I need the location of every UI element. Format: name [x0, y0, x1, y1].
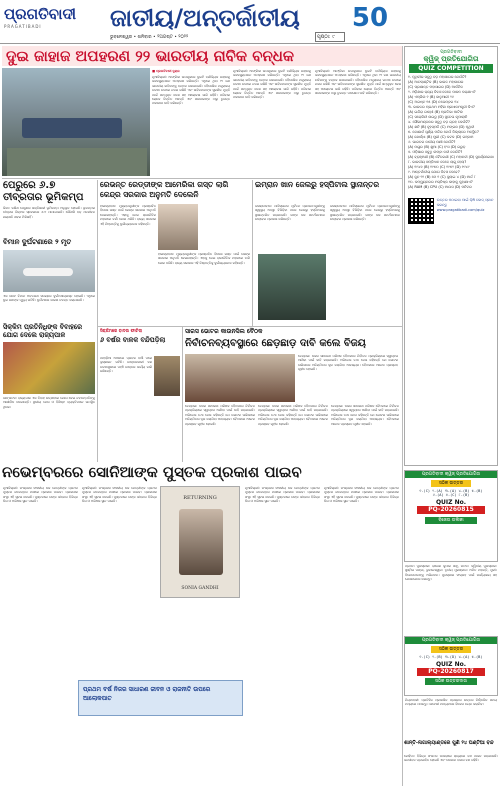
winners-text: ପ୍ରଥମ ପୁରସ୍କାର: ରାଜେଶ କୁମାର ସାହୁ, କଟକ। ଦ୍ୱିତୀୟ ପୁରସ୍କାର: ସୁସ୍ମିତା ପଣ୍ଡା, ଭୁବନେଶ୍ୱର। ତୃତୀୟ ପୁରସ୍କାର: ଅମିତ ମହାନ୍ତି, ପୁରୀ। ବିଜେତାମାନଙ୍କୁ ଅଭିନନ୍ଦନ। ପୁରସ୍କାର ସଂଗ୍ରହ ପାଇଁ କାର୍ଯ୍ୟାଳୟ ସହ ଯୋଗାଯୋଗ କରନ୍ତୁ।: [405, 564, 497, 582]
lead-body-col3: ନୂଆଦିଲ୍ଲୀ: ଆଫ୍ରିକା ଉପକୂଳରେ ଦୁଇଟି ବାଣିଜ୍ୟିକ ଜାହାଜକୁ ଜଳଦସ୍ୟୁମାନେ ଅପହରଣ କରିଛନ୍ତି। ଏଥିରେ ଥିବା ୨୨ ଜଣ ଭାରତୀୟ ନାବିକଙ୍କୁ ବନ୍ଧକ ରଖାଯାଇଛି। ବୈଦେଶିକ ମନ୍ତ୍ରାଳୟ ଘଟଣା ଉପରେ ନଜର ରଖିଛି ଏବଂ ନାବିକମାନଙ୍କ ସୁରକ୍ଷିତ ମୁକ୍ତି ପାଇଁ ସମ୍ପୃକ୍ତ ଦେଶ ସହ ଆଲୋଚନା ଜାରି ରହିଛି। ପରିବାର ଲୋକେ ଚିନ୍ତିତ ଅଛନ୍ତି ଏବଂ ସରକାରଙ୍କ ଠାରୁ ତୁରନ୍ତ ପଦକ୍ଷେପ ଦାବି କରିଛନ୍ତି।: [315, 69, 401, 96]
brand-logo: [4, 4, 94, 32]
book-title: RETURNING: [183, 495, 217, 501]
date-line: ଭୁବନେଶ୍ୱର • ଶନିବାର • ୨ଅଗଷ୍ଟ • ୨୦୨୨: [110, 35, 189, 40]
anniversary-number: 50: [351, 3, 389, 33]
peru-body: ଲିମା: ଦକ୍ଷିଣ ପେରୁରେ ଶକ୍ତିଶାଳୀ ଭୂମିକମ୍ପ ଅନୁଭୂତ ହୋଇଛି। ଭୂକମ୍ପର ତୀବ୍ରତା ରିକ୍ଟର ସ୍କେଲରେ ୬.୭ ମାପାଯାଇଛି। କୌଣସି ବଡ଼ ଧନଜୀବନ କ୍ଷୟକ୍ଷତି ଖବର ମିଳିନାହିଁ।: [3, 206, 95, 219]
section-title: ଜାତୀୟ/ଅନ୍ତର୍ଜାତୀୟ: [110, 4, 300, 32]
quiz-title-odia: କ୍ୱିଜ୍ ପ୍ରତିଯୋଗିତା: [423, 55, 479, 63]
sikkim-body: ଗାଙ୍ଗଟକ: ରାଜ୍ୟପାଳ ଏକ ବିବାହ ଉତ୍ସବରେ ଯୋଗ ଦେଇ ନବଦମ୍ପତିଙ୍କୁ ଆଶୀର୍ବାଦ ଦେଇଛନ୍ତି। ସ୍ଥାନୀୟ ନେତା ଓ ବିଶିଷ୍ଟ ବ୍ୟକ୍ତିମାନେ ଉପସ୍ଥିତ ଥିଲେ।: [3, 396, 95, 409]
masthead: [0, 0, 500, 44]
answer-key-1-number: PQ-20260815: [417, 506, 485, 514]
election-body-col4: ଚେନ୍ନାଇ: ଦଳର ସାଧାରଣ ପରିଷଦ ବୈଠକରେ ନିର୍ବାଚନ ପ୍ରକ୍ରିୟାରେ ସ୍ୱଚ୍ଛତା ଆଣିବା ପାଇଁ ଦାବି କରାଯାଇଛି। ଅଭିନେତା ତଥା ନେତା କହିଛନ୍ତି ଯେ ଭୋଟର ତାଲିକାରେ ଅନିୟମିତତା ଦୂର କରାଯିବା ଆବଶ୍ୟକ। ବୈଠକରେ ଅନେକ ପ୍ରସ୍ତାବ ଗୃହୀତ ହୋଇଛି।: [331, 404, 399, 426]
book-author: SONIA GANDHI: [181, 586, 219, 591]
brand-name: ପ୍ରଗତିବାଦୀ: [4, 5, 77, 23]
quiz-title-en: QUIZ COMPETITION: [409, 64, 493, 73]
winners-label: ବିଜେତା ତାଲିକା: [425, 517, 477, 524]
quiz-option: (C) ଅଗଷ୍ଟ ୧୫ (D) ନଭେମ୍ବର ୧୪: [408, 100, 459, 104]
imran-body-col1: ଇସଲାମାବାଦ: ପାକିସ୍ତାନର ପୂର୍ବତନ ପ୍ରଧାନମନ୍ତ୍ରୀଙ୍କୁ ସ୍ୱାସ୍ଥ୍ୟ ଅବସ୍ଥା ବିଗିଡ଼ିବା ପରେ ଜେଲରୁ ହସ୍ପିଟାଲକୁ ସ୍ଥାନାନ୍ତରିତ କରାଯାଇଛି। ତାଙ୍କ ଦଳ ସମର୍ଥକମାନେ ଉଦ୍‌ବେଗ ପ୍ରକାଶ କରିଛନ୍ତି।: [255, 204, 325, 222]
quiz-question: ୧. ପୃଥିବୀର ସବୁଠୁ ବଡ଼ ମହାସାଗର କେଉଁଟି?: [408, 75, 467, 79]
sonia-body-col3: ନୂଆଦିଲ୍ଲୀ: କଂଗ୍ରେସ ସଂସଦୀୟ ଦଳ ନେତ୍ରୀଙ୍କ ପ୍ରଥମ ପୁସ୍ତକ ନଭେମ୍ବର ମାସରେ ପ୍ରକାଶ ପାଇବ। ପ୍ରକାଶକ ସଂସ୍ଥା ଏହି ସୂଚନା ଦେଇଛି। ପୁସ୍ତକରେ ତାଙ୍କ ଜୀବନର ବିଭିନ୍ନ ଦିଗ ଓ ଅଭିଜ୍ଞତା ସ୍ଥାନ ପାଇଛି।: [245, 486, 320, 504]
divider: [97, 180, 98, 462]
revanth-body-col1: ହାଇଦ୍ରାବାଦ: ମୁଖ୍ୟମନ୍ତ୍ରୀଙ୍କ ପ୍ରସ୍ତାବିତ ବିଦେଶ ଗସ୍ତ ପାଇଁ କେନ୍ଦ୍ର ସରକାର ଅନୁମତି ଦେଇନାହାନ୍ତି। ଏହାକୁ ନେଇ ରାଜନୈତିକ ମହଲରେ ଚର୍ଚ୍ଚା ଜୋର ଧରିଛି। ରାଜ୍ୟ ସରକାର ଏହି ନିଷ୍ପତ୍ତିକୁ ଦୁର୍ଭାଗ୍ୟଜନକ କହିଛନ୍ତି।: [100, 204, 156, 226]
sonia-body-col4: ନୂଆଦିଲ୍ଲୀ: କଂଗ୍ରେସ ସଂସଦୀୟ ଦଳ ନେତ୍ରୀଙ୍କ ପ୍ରଥମ ପୁସ୍ତକ ନଭେମ୍ବର ମାସରେ ପ୍ରକାଶ ପାଇବ। ପ୍ରକାଶକ ସଂସ୍ଥା ଏହି ସୂଚନା ଦେଇଛି। ପୁସ୍ତକରେ ତାଙ୍କ ଜୀବନର ବିଭିନ୍ନ ଦିଗ ଓ ଅଭିଜ୍ଞତା ସ୍ଥାନ ପାଇଛି।: [324, 486, 399, 504]
quiz-rules: ନିୟମାବଳୀ: ପ୍ରତିଦିନ ପ୍ରକାଶିତ ପ୍ରଶ୍ନର ଉତ୍ତର ନିର୍ଦ୍ଧାରିତ ସମୟ ମଧ୍ୟରେ ପଠାନ୍ତୁ। ଲଟେରୀ ମାଧ୍ୟମରେ ବିଜେତା ଚୟନ କରାଯିବ।: [405, 698, 497, 707]
quiz-option: (A) ଜୁନ ୨୧ (B) ମେ ୧ (C) ଜୁଲାଇ ୪ (D) ମାର୍ଚ୍ଚ ୮: [408, 175, 476, 179]
peru-headline: ପେରୁରେ ୬.୭ ତୀବ୍ରତାର ଭୂମିକମ୍ପ: [3, 180, 84, 203]
quiz-option: (A) ଶନି (B) ବୃହସ୍ପତି (C) ମଙ୍ଗଳ (D) ପୃଥିବୀ: [408, 125, 475, 129]
quiz-option: (A) ଆଟଲାଣ୍ଟିକ (B) ଭାରତ ମହାସାଗର: [408, 80, 464, 84]
qr-code-icon[interactable]: [408, 198, 434, 224]
qr-note: ଉତ୍ତର ପଠାଇବା ପାଇଁ QR କୋଡ୍ ସ୍କାନ କରନ୍ତୁ www.pragatibadi.com/quiz: [436, 198, 494, 212]
election-body-col2: ଚେନ୍ନାଇ: ଦଳର ସାଧାରଣ ପରିଷଦ ବୈଠକରେ ନିର୍ବାଚନ ପ୍ରକ୍ରିୟାରେ ସ୍ୱଚ୍ଛତା ଆଣିବା ପାଇଁ ଦାବି କରାଯାଇଛି। ଅଭିନେତା ତଥା ନେତା କହିଛନ୍ତି ଯେ ଭୋଟର ତାଲିକାରେ ଅନିୟମିତତା ଦୂର କରାଯିବା ଆବଶ୍ୟକ। ବୈଠକରେ ଅନେକ ପ୍ରସ୍ତାବ ଗୃହୀତ ହୋଇଛି।: [185, 404, 255, 426]
election-body-col1: ଚେନ୍ନାଇ: ଦଳର ସାଧାରଣ ପରିଷଦ ବୈଠକରେ ନିର୍ବାଚନ ପ୍ରକ୍ରିୟାରେ ସ୍ୱଚ୍ଛତା ଆଣିବା ପାଇଁ ଦାବି କରାଯାଇଛି। ଅଭିନେତା ତଥା ନେତା କହିଛନ୍ତି ଯେ ଭୋଟର ତାଲିକାରେ ଅନିୟମିତତା ଦୂର କରାଯିବା ଆବଶ୍ୟକ। ବୈଠକରେ ଅନେକ ପ୍ରସ୍ତାବ ଗୃହୀତ ହୋଇଛି।: [298, 354, 398, 372]
quiz-option: (C) ସରୋଜିନୀ ନାଇଡୁ (D) ସୁଚେତା କୃପାଲାନି: [408, 115, 468, 119]
answer-key-2: [404, 636, 498, 696]
revanth-body-col2: ହାଇଦ୍ରାବାଦ: ମୁଖ୍ୟମନ୍ତ୍ରୀଙ୍କ ପ୍ରସ୍ତାବିତ ବିଦେଶ ଗସ୍ତ ପାଇଁ କେନ୍ଦ୍ର ସରକାର ଅନୁମତି ଦେଇନାହାନ୍ତି। ଏହାକୁ ନେଇ ରାଜନୈତିକ ମହଲରେ ଚର୍ଚ୍ଚା ଜୋର ଧରିଛି। ରାଜ୍ୟ ସରକାର ଏହି ନିଷ୍ପତ୍ତିକୁ ଦୁର୍ଭାଗ୍ୟଜନକ କହିଛନ୍ତି।: [158, 252, 250, 265]
election-photo: [185, 354, 295, 402]
answer-key-2-foot: ସଠିକ ଉତ୍ତରଦାତା: [425, 678, 477, 685]
sikkim-headline: ସିକ୍କିମ ପ୍ରତିନିଧିଙ୍କ ବିବାହରେ ଯୋଗ ଦେଲେ ରାଜ୍ୟପାଳ: [3, 323, 83, 339]
answer-key-2-quiz: QUIZ No.: [435, 661, 467, 668]
lead-dateline: ■ ପ୍ରଗତିବାଦୀ ନ୍ୟୁଜ: [152, 69, 180, 73]
divider: [182, 326, 183, 462]
quiz-option: (A) RAM (B) CPU (C) ମାଉସ (D) ମନିଟର: [408, 185, 472, 189]
lead-photo: [2, 68, 150, 176]
quiz-panel: [404, 46, 498, 466]
divider: [2, 178, 402, 179]
plane-photo: [3, 250, 95, 292]
landslide-headline: ୬ ବର୍ଷର ବାଳକ ବନ୍ଦିପଡ଼ିଲା: [100, 336, 166, 344]
pullquote-text: ପ୍ରଥମ ବର୍ଷ ନିଜର ସାଧାରଣ ଜୀବନ ଓ ରାଜନୀତି ଉପରେ ଆଲୋକପାତ: [83, 686, 211, 702]
answer-key-2-sub: ସଠିକ ଉତ୍ତର: [431, 646, 471, 653]
bottom-right-body: କୋହିମା: ବିଭିନ୍ନ ସଂଗଠନ ଡାକରାରେ ରାଜ୍ୟରେ ବନ୍ଦ ପାଳନ କରାଯାଉଛି। ଜନଜୀବନ ପ୍ରଭାବିତ ହୋଇଛି ଏବଂ ଦୋକାନ ବଜାର ବନ୍ଦ ରହିଛି।: [404, 754, 498, 763]
sonia-headline: ନଭେମ୍ବରରେ ସୋନିଆଙ୍କ ପୁସ୍ତକ ପ୍ରକାଶ ପାଇବ: [2, 463, 302, 481]
answer-key-1-line2: ୬-(A) ୭-(C) ୮-(B): [432, 493, 470, 497]
election-headline: ନିର୍ବାଚନବ୍ୟବସ୍ଥାରେ ଛେଡ଼ଛାଡ଼ ଦାବି କଲେ ବିଜୟ: [185, 338, 366, 349]
imran-body-col2: ଇସଲାମାବାଦ: ପାକିସ୍ତାନର ପୂର୍ବତନ ପ୍ରଧାନମନ୍ତ୍ରୀଙ୍କୁ ସ୍ୱାସ୍ଥ୍ୟ ଅବସ୍ଥା ବିଗିଡ଼ିବା ପରେ ଜେଲରୁ ହସ୍ପିଟାଲକୁ ସ୍ଥାନାନ୍ତରିତ କରାଯାଇଛି। ତାଙ୍କ ଦଳ ସମର୍ଥକମାନେ ଉଦ୍‌ବେଗ ପ୍ରକାଶ କରିଛନ୍ତି।: [330, 204, 400, 222]
answer-key-1-quiz: QUIZ No.: [435, 499, 467, 506]
answer-key-1-label: ପ୍ରଗତିବାଦୀ କ୍ୱିଜ୍ ପ୍ରତିଯୋଗିତା: [405, 471, 497, 478]
quiz-option: (C) ପ୍ରଶାନ୍ତ ମହାସାଗର (D) ଆର୍କଟିକ: [408, 85, 463, 89]
landslide-kicker: ସିକ୍କିମରେ ବାଦଲ ଫାଟିଲା: [100, 328, 143, 333]
sonia-body-col2: ନୂଆଦିଲ୍ଲୀ: କଂଗ୍ରେସ ସଂସଦୀୟ ଦଳ ନେତ୍ରୀଙ୍କ ପ୍ରଥମ ପୁସ୍ତକ ନଭେମ୍ବର ମାସରେ ପ୍ରକାଶ ପାଇବ। ପ୍ରକାଶକ ସଂସ୍ଥା ଏହି ସୂଚନା ଦେଇଛି। ପୁସ୍ତକରେ ତାଙ୍କ ଜୀବନର ବିଭିନ୍ନ ଦିଗ ଓ ଅଭିଜ୍ଞତା ସ୍ଥାନ ପାଇଛି।: [82, 486, 157, 504]
election-body-col3: ଚେନ୍ନାଇ: ଦଳର ସାଧାରଣ ପରିଷଦ ବୈଠକରେ ନିର୍ବାଚନ ପ୍ରକ୍ରିୟାରେ ସ୍ୱଚ୍ଛତା ଆଣିବା ପାଇଁ ଦାବି କରାଯାଇଛି। ଅଭିନେତା ତଥା ନେତା କହିଛନ୍ତି ଯେ ଭୋଟର ତାଲିକାରେ ଅନିୟମିତତା ଦୂର କରାଯିବା ଆବଶ୍ୟକ। ବୈଠକରେ ଅନେକ ପ୍ରସ୍ତାବ ଗୃହୀତ ହୋଇଛି।: [258, 404, 328, 426]
quiz-question: ୪. ସୌରମଣ୍ଡଳର ସବୁଠୁ ବଡ଼ ଗ୍ରହ କେଉଁଟି?: [408, 120, 470, 124]
answer-key-1: [404, 470, 498, 562]
quiz-question: ୧୦. କମ୍ପ୍ୟୁଟରର ମସ୍ତିଷ୍କ କାହାକୁ କୁହାଯାଏ?: [408, 180, 473, 184]
quiz-question: ୬. ଭାରତର ଜାତୀୟ ପକ୍ଷୀ କେଉଁଟି?: [408, 140, 456, 144]
quiz-option: (A) ବ୍ରାହ୍ମଣୀ (B) ବୈତରଣୀ (C) ମହାନଦୀ (D) ସୁବର୍ଣ୍ଣରେଖା: [408, 155, 494, 159]
anniversary-badge: [350, 2, 390, 36]
revanth-photo: [158, 204, 198, 250]
quiz-question: ୯. ଆନ୍ତର୍ଜାତୀୟ ଯୋଗ ଦିବସ କେବେ?: [408, 170, 460, 174]
page-label: ପୃଷ୍ଠା: ୯: [315, 32, 345, 42]
answer-key-1-sub: ସଠିକ ଉତ୍ତର: [431, 480, 471, 487]
sonia-body-col1: ନୂଆଦିଲ୍ଲୀ: କଂଗ୍ରେସ ସଂସଦୀୟ ଦଳ ନେତ୍ରୀଙ୍କ ପ୍ରଥମ ପୁସ୍ତକ ନଭେମ୍ବର ମାସରେ ପ୍ରକାଶ ପାଇବ। ପ୍ରକାଶକ ସଂସ୍ଥା ଏହି ସୂଚନା ଦେଇଛି। ପୁସ୍ତକରେ ତାଙ୍କ ଜୀବନର ବିଭିନ୍ନ ଦିଗ ଓ ଅଭିଜ୍ଞତା ସ୍ଥାନ ପାଇଛି।: [3, 486, 78, 504]
quiz-question: ୫. କୋଣାର୍କ ସୂର୍ଯ୍ୟ ମନ୍ଦିର କେଉଁ ଜିଲ୍ଲାରେ ଅବସ୍ଥିତ?: [408, 130, 479, 134]
answer-key-2-line1: ୧-(C) ୨-(B) ୩-(D) ୪-(A) ୫-(B): [419, 655, 483, 659]
quiz-question: ୮. ଭାରତୀୟ ସମ୍ବିଧାନ କେବେ ଲାଗୁ ହେଲା?: [408, 160, 467, 164]
answer-key-1-line1: ୧-(C) ୨-(A) ୩-(A) ୪-(B) ୫-(B): [419, 489, 483, 493]
lead-headline: ଦୁଇ ଜାହାଜ ଅପହରଣ ୨୨ ଭାରତୀୟ ନାବିକ ବନ୍ଧକ: [6, 47, 295, 65]
quiz-option: (A) ୧୯୪୭ (B) ୧୯୫୦ (C) ୧୯୫୨ (D) ୧୯୪୯: [408, 165, 470, 169]
lead-body-col1: ନୂଆଦିଲ୍ଲୀ: ଆଫ୍ରିକା ଉପକୂଳରେ ଦୁଇଟି ବାଣିଜ୍ୟିକ ଜାହାଜକୁ ଜଳଦସ୍ୟୁମାନେ ଅପହରଣ କରିଛନ୍ତି। ଏଥିରେ ଥିବା ୨୨ ଜଣ ଭାରତୀୟ ନାବିକଙ୍କୁ ବନ୍ଧକ ରଖାଯାଇଛି। ବୈଦେଶିକ ମନ୍ତ୍ରାଳୟ ଘଟଣା ଉପରେ ନଜର ରଖିଛି ଏବଂ ନାବିକମାନଙ୍କ ସୁରକ୍ଷିତ ମୁକ୍ତି ପାଇଁ ସମ୍ପୃକ୍ତ ଦେଶ ସହ ଆଲୋଚନା ଜାରି ରହିଛି। ପରିବାର ଲୋକେ ଚିନ୍ତିତ ଅଛନ୍ତି ଏବଂ ସରକାରଙ୍କ ଠାରୁ ତୁରନ୍ତ ପଦକ୍ଷେପ ଦାବି କରିଛନ୍ତି।: [152, 75, 230, 106]
quiz-option: (A) ଏପ୍ରିଲ ୧ (B) ଜାନୁଆରୀ ୨୬: [408, 95, 454, 99]
bottom-right-headline: ଶାନ୍ତି-ନାଗାଲ୍ୟାଣ୍ଡରେ ପୁଣି ୨୪ ଘଣ୍ଟିଆ ବନ୍ଦ: [404, 740, 494, 746]
quiz-header-small: ପ୍ରଗତିବାଦୀ: [440, 50, 462, 55]
revanth-headline: ରେଭନ୍ତ ରେଡ୍ଡୀଙ୍କ ଆମେରିକା ଗସ୍ତ ଲାଗି କେନ୍ଦ୍ର ସରକାର ଅନୁମତି ଦେଲେନି: [100, 180, 229, 199]
quiz-option: (A) ଖୋର୍ଦ୍ଧା (B) ପୁରୀ (C) କଟକ (D) ଗଞ୍ଜାମ: [408, 135, 474, 139]
book-portrait: [179, 509, 223, 575]
sikkim-photo: [3, 342, 95, 394]
landslide-body: ପାହାଡ଼ିଆ ଅଞ୍ଚଳରେ ପ୍ରବଳ ବର୍ଷା ପରେ ଭୂସ୍ଖଳନ ଘଟିଛି। ଉଦ୍ଧାରକାରୀ ଦଳ ଘଟଣାସ୍ଥଳରେ ପହଞ୍ଚି ଉଦ୍ଧାର କାର୍ଯ୍ୟ ଜାରି ରଖିଛନ୍ତି।: [100, 356, 152, 374]
lead-headline-banner: [2, 46, 402, 66]
quiz-option: (A) ମୟୂର (B) ଶୁଆ (C) ହଂସ (D) ଗରୁଡ଼: [408, 145, 466, 149]
imran-headline: ଇମ୍ରାନ ଖାନ ଜେଲରୁ ହସ୍ପିଟାଲ ସ୍ଥାନାନ୍ତର: [255, 180, 380, 189]
brand-sub: PRAGATIBADI: [4, 24, 42, 29]
election-kicker: ସାରସ ଭୋଟର କାଉନସିଲ ବୈଠକ: [185, 328, 263, 335]
divider: [402, 46, 403, 786]
quiz-qr-row: [405, 196, 497, 226]
answer-key-2-number: PQ-20260817: [417, 668, 485, 676]
imran-photo: [258, 254, 326, 320]
lead-body-col2: ନୂଆଦିଲ୍ଲୀ: ଆଫ୍ରିକା ଉପକୂଳରେ ଦୁଇଟି ବାଣିଜ୍ୟିକ ଜାହାଜକୁ ଜଳଦସ୍ୟୁମାନେ ଅପହରଣ କରିଛନ୍ତି। ଏଥିରେ ଥିବା ୨୨ ଜଣ ଭାରତୀୟ ନାବିକଙ୍କୁ ବନ୍ଧକ ରଖାଯାଇଛି। ବୈଦେଶିକ ମନ୍ତ୍ରାଳୟ ଘଟଣା ଉପରେ ନଜର ରଖିଛି ଏବଂ ନାବିକମାନଙ୍କ ସୁରକ୍ଷିତ ମୁକ୍ତି ପାଇଁ ସମ୍ପୃକ୍ତ ଦେଶ ସହ ଆଲୋଚନା ଜାରି ରହିଛି। ପରିବାର ଲୋକେ ଚିନ୍ତିତ ଅଛନ୍ତି ଏବଂ ସରକାରଙ୍କ ଠାରୁ ତୁରନ୍ତ ପଦକ୍ଷେପ ଦାବି କରିଛନ୍ତି।: [233, 69, 311, 100]
quiz-questions: [405, 73, 497, 192]
divider: [252, 180, 253, 326]
landslide-photo: [154, 356, 180, 396]
quiz-question: ୩. ଭାରତର ପ୍ରଥମ ମହିଳା ପ୍ରଧାନମନ୍ତ୍ରୀ କିଏ?: [408, 105, 475, 109]
quiz-option: (A) ଇନ୍ଦିରା ଗାନ୍ଧୀ (B) ପ୍ରତିଭା ପାଟିଲ: [408, 110, 463, 114]
sonia-book-cover: [160, 486, 240, 598]
divider: [98, 326, 402, 327]
answer-key-2-label: ପ୍ରଗତିବାଦୀ କ୍ୱିଜ୍ ପ୍ରତିଯୋଗିତା: [405, 637, 497, 644]
quiz-question: ୨. ଓଡ଼ିଶାର ରାଜ୍ୟ ଦିବସ କେବେ ପାଳନ କରାଯାଏ?: [408, 90, 476, 94]
quiz-question: ୭. ଓଡ଼ିଶାର ସବୁଠୁ ଲମ୍ବା ନଦୀ କେଉଁଟି?: [408, 150, 463, 154]
sonia-pullquote: [78, 680, 243, 716]
plane-body: ଏକ ଛୋଟ ବିମାନ ଅବତରଣ ସମୟରେ ଦୁର୍ଘଟଣାଗ୍ରସ୍ତ ହୋଇଛି। ଏଥିରେ ଦୁଇ ଜଣଙ୍କ ମୃତ୍ୟୁ ଘଟିଛି। ଦୁର୍ଘଟଣାର କାରଣ ତଦନ୍ତ କରାଯାଉଛି।: [3, 294, 95, 303]
plane-headline: ବିମାନ ଦୁର୍ଘଟଣାରେ ୨ ମୃତ: [3, 238, 72, 246]
